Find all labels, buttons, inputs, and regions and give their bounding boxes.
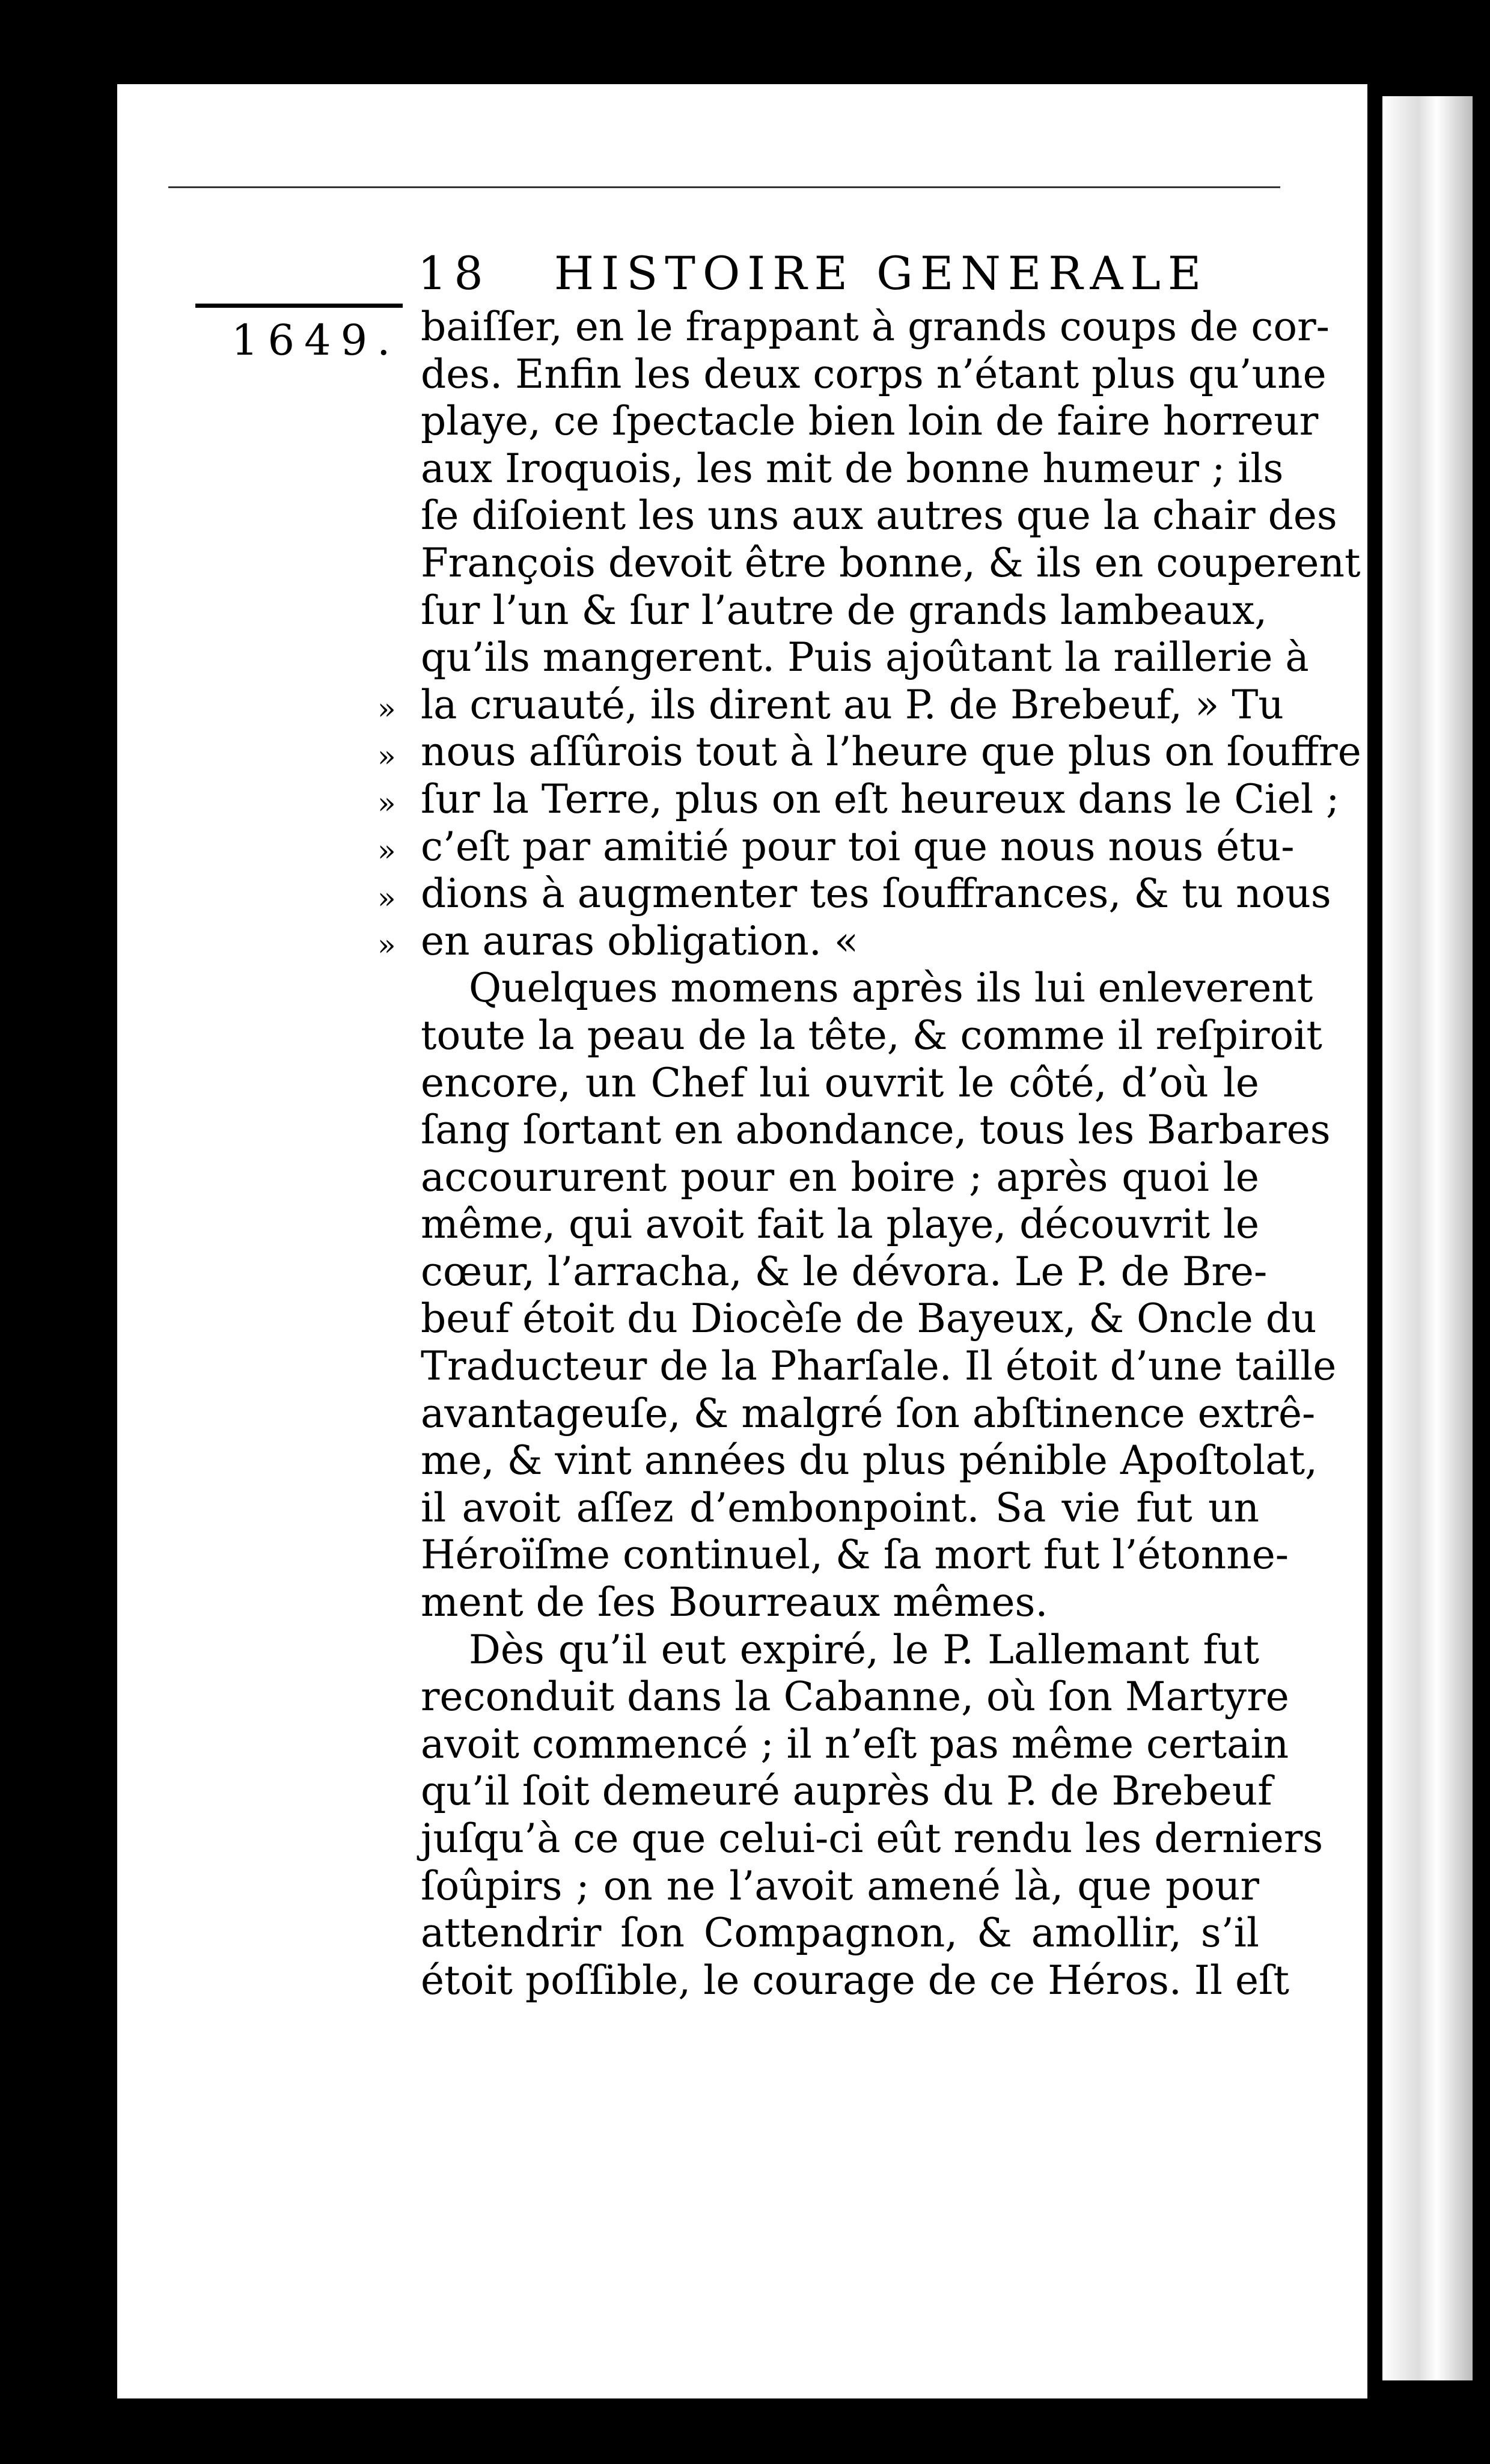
text-line: aux Iroquois, les mit de bonne humeur ; ils xyxy=(421,445,1284,492)
quote-mark: » xyxy=(377,928,396,962)
text-line: ſur l’un & ſur l’autre de grands lambeaux, xyxy=(421,587,1268,634)
page-edge xyxy=(1382,96,1473,2380)
text-line: en auras obligation. « xyxy=(421,917,859,964)
text-line: cœur, l’arracha, & le dévora. Le P. de Bre- xyxy=(421,1248,1268,1295)
year-rule xyxy=(195,304,403,308)
body-text xyxy=(421,304,1361,2004)
text-line: la cruauté, ils dirent au P. de Brebeuf, » Tu xyxy=(421,681,1284,728)
page-number: 18 xyxy=(418,246,490,300)
text-line: ment de ſes Bourreaux mêmes. xyxy=(421,1579,1048,1626)
text-line: avantageuſe, & malgré ſon abſtinence extrê- xyxy=(421,1390,1316,1437)
text-line: François devoit être bonne, & ils en couperent xyxy=(421,539,1361,586)
text-line: ſang ſortant en abondance, tous les Barbares xyxy=(421,1107,1331,1154)
text-line: attendrir ſon Compagnon, & amollir, s’il xyxy=(421,1910,1259,1957)
quote-mark: » xyxy=(377,786,396,821)
text-line: toute la peau de la tête, & comme il reſpiroit xyxy=(421,1012,1322,1059)
text-line: me, & vint années du plus pénible Apoſtolat, xyxy=(421,1437,1318,1484)
top-rule xyxy=(168,186,1280,188)
text-line: juſqu’à ce que celui-ci eût rendu les derniers xyxy=(421,1815,1324,1862)
text-line: Héroïſme continuel, & ſa mort fut l’étonne- xyxy=(421,1532,1289,1579)
text-line: baiſſer, en le frappant à grands coups de cor- xyxy=(421,304,1330,350)
text-line: même, qui avoit fait la playe, découvrit le xyxy=(421,1201,1259,1248)
text-line: des. Enfin les deux corps n’étant plus qu’une xyxy=(421,350,1327,397)
quote-mark: » xyxy=(377,739,396,774)
text-line: qu’ils mangerent. Puis ajoûtant la raillerie à xyxy=(421,634,1309,681)
quote-mark: » xyxy=(377,881,396,916)
text-line: ſur la Terre, plus on eſt heureux dans le Ciel ; xyxy=(421,775,1340,822)
text-line: dions à augmenter tes ſouffrances, & tu nous xyxy=(421,870,1331,917)
text-line: il avoit aſſez d’embonpoint. Sa vie fut un xyxy=(421,1484,1259,1531)
margin-year: 1649. xyxy=(231,316,400,365)
text-line: reconduit dans la Cabanne, où ſon Martyre xyxy=(421,1674,1289,1720)
text-line: étoit poſſible, le courage de ce Héros. Il eſt xyxy=(421,1957,1289,2004)
text-line: ſe diſoient les uns aux autres que la chair des xyxy=(421,492,1337,539)
text-line: nous aſſûrois tout à l’heure que plus on ſouffre xyxy=(421,729,1361,775)
text-line: Dès qu’il eut expiré, le P. Lallemant fut xyxy=(469,1626,1259,1673)
text-line: Quelques momens après ils lui enleverent xyxy=(469,965,1313,1012)
text-line: ſoûpirs ; on ne l’avoit amené là, que pour xyxy=(421,1862,1259,1909)
quote-mark: » xyxy=(377,833,396,868)
quote-mark: » xyxy=(377,691,396,726)
text-line: Traducteur de la Pharſale. Il étoit d’une taille xyxy=(421,1343,1337,1390)
text-line: beuf étoit du Diocèſe de Bayeux, & Oncle du xyxy=(421,1295,1317,1342)
page-header xyxy=(418,246,1259,313)
running-title: HISTOIRE GENERALE xyxy=(554,246,1209,300)
text-line: accoururent pour en boire ; après quoi le xyxy=(421,1154,1259,1200)
text-line: c’eſt par amitié pour toi que nous nous étu- xyxy=(421,823,1295,870)
text-line: avoit commencé ; il n’eſt pas même certain xyxy=(421,1720,1289,1767)
text-line: playe, ce ſpectacle bien loin de faire horreur xyxy=(421,398,1319,445)
text-line: encore, un Chef lui ouvrit le côté, d’où le xyxy=(421,1059,1259,1106)
text-line: qu’il ſoit demeuré auprès du P. de Brebeuf xyxy=(421,1768,1272,1815)
